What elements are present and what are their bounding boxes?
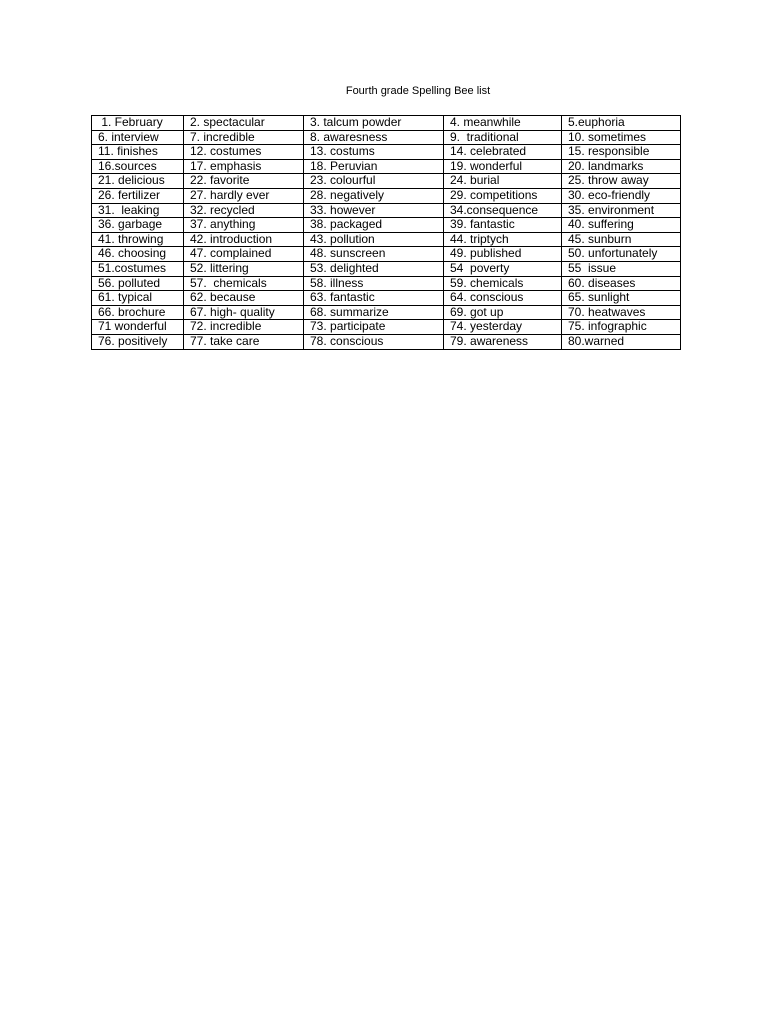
word-cell: 9. traditional — [444, 130, 562, 145]
table-row — [92, 116, 681, 131]
word-cell: 3. talcum powder — [304, 116, 444, 131]
word-cell: 17. emphasis — [184, 159, 304, 174]
word-cell: 38. packaged — [304, 218, 444, 233]
word-cell: 65. sunlight — [562, 291, 681, 306]
word-cell: 28. negatively — [304, 188, 444, 203]
word-cell: 22. favorite — [184, 174, 304, 189]
word-cell: 14. celebrated — [444, 145, 562, 160]
table-row — [92, 159, 681, 174]
word-cell: 54 poverty — [444, 261, 562, 276]
word-cell: 21. delicious — [92, 174, 184, 189]
word-cell: 26. fertilizer — [92, 188, 184, 203]
word-cell: 16.sources — [92, 159, 184, 174]
word-cell: 71 wonderful — [92, 320, 184, 335]
word-cell: 7. incredible — [184, 130, 304, 145]
word-cell: 56. polluted — [92, 276, 184, 291]
word-cell: 45. sunburn — [562, 232, 681, 247]
word-cell: 73. participate — [304, 320, 444, 335]
word-cell: 40. suffering — [562, 218, 681, 233]
word-cell: 32. recycled — [184, 203, 304, 218]
table-row — [92, 145, 681, 160]
word-cell: 10. sometimes — [562, 130, 681, 145]
table-row — [92, 130, 681, 145]
table-row — [92, 232, 681, 247]
word-cell: 64. conscious — [444, 291, 562, 306]
word-cell: 63. fantastic — [304, 291, 444, 306]
word-cell: 53. delighted — [304, 261, 444, 276]
word-cell: 15. responsible — [562, 145, 681, 160]
table-row — [92, 203, 681, 218]
word-cell: 8. awaresness — [304, 130, 444, 145]
word-cell: 52. littering — [184, 261, 304, 276]
word-cell: 70. heatwaves — [562, 305, 681, 320]
word-cell: 77. take care — [184, 334, 304, 349]
word-cell: 61. typical — [92, 291, 184, 306]
word-cell: 50. unfortunately — [562, 247, 681, 262]
word-cell: 2. spectacular — [184, 116, 304, 131]
word-cell: 58. illness — [304, 276, 444, 291]
word-cell: 13. costums — [304, 145, 444, 160]
word-cell: 78. conscious — [304, 334, 444, 349]
word-cell: 18. Peruvian — [304, 159, 444, 174]
word-cell: 47. complained — [184, 247, 304, 262]
table-row — [92, 320, 681, 335]
table-row — [92, 188, 681, 203]
table-row — [92, 174, 681, 189]
word-cell: 60. diseases — [562, 276, 681, 291]
word-cell: 1. February — [92, 116, 184, 131]
word-cell: 59. chemicals — [444, 276, 562, 291]
word-cell: 57. chemicals — [184, 276, 304, 291]
word-cell: 55 issue — [562, 261, 681, 276]
spelling-word-table — [91, 115, 681, 350]
word-cell: 5.euphoria — [562, 116, 681, 131]
table-row — [92, 291, 681, 306]
word-cell: 12. costumes — [184, 145, 304, 160]
word-cell: 46. choosing — [92, 247, 184, 262]
word-cell: 6. interview — [92, 130, 184, 145]
document-title: Fourth grade Spelling Bee list — [345, 85, 491, 97]
word-cell: 68. summarize — [304, 305, 444, 320]
word-cell: 72. incredible — [184, 320, 304, 335]
word-cell: 35. environment — [562, 203, 681, 218]
word-cell: 23. colourful — [304, 174, 444, 189]
table-row — [92, 305, 681, 320]
table-row — [92, 247, 681, 262]
word-cell: 31. leaking — [92, 203, 184, 218]
word-cell: 34.consequence — [444, 203, 562, 218]
word-cell: 79. awareness — [444, 334, 562, 349]
word-cell: 43. pollution — [304, 232, 444, 247]
word-cell: 44. triptych — [444, 232, 562, 247]
word-cell: 66. brochure — [92, 305, 184, 320]
word-cell: 30. eco-friendly — [562, 188, 681, 203]
word-cell: 67. high- quality — [184, 305, 304, 320]
word-cell: 75. infographic — [562, 320, 681, 335]
word-cell: 74. yesterday — [444, 320, 562, 335]
word-cell: 69. got up — [444, 305, 562, 320]
word-cell: 33. however — [304, 203, 444, 218]
word-cell: 37. anything — [184, 218, 304, 233]
word-cell: 42. introduction — [184, 232, 304, 247]
word-cell: 11. finishes — [92, 145, 184, 160]
word-cell: 24. burial — [444, 174, 562, 189]
word-cell: 48. sunscreen — [304, 247, 444, 262]
word-cell: 25. throw away — [562, 174, 681, 189]
table-row — [92, 334, 681, 349]
table-row — [92, 218, 681, 233]
word-cell: 19. wonderful — [444, 159, 562, 174]
word-cell: 80.warned — [562, 334, 681, 349]
word-cell: 76. positively — [92, 334, 184, 349]
word-cell: 4. meanwhile — [444, 116, 562, 131]
word-cell: 39. fantastic — [444, 218, 562, 233]
word-cell: 27. hardly ever — [184, 188, 304, 203]
spelling-table-body — [92, 116, 681, 350]
word-cell: 49. published — [444, 247, 562, 262]
word-cell: 51.costumes — [92, 261, 184, 276]
word-cell: 36. garbage — [92, 218, 184, 233]
word-cell: 29. competitions — [444, 188, 562, 203]
table-row — [92, 276, 681, 291]
word-cell: 20. landmarks — [562, 159, 681, 174]
table-row — [92, 261, 681, 276]
word-cell: 62. because — [184, 291, 304, 306]
word-cell: 41. throwing — [92, 232, 184, 247]
